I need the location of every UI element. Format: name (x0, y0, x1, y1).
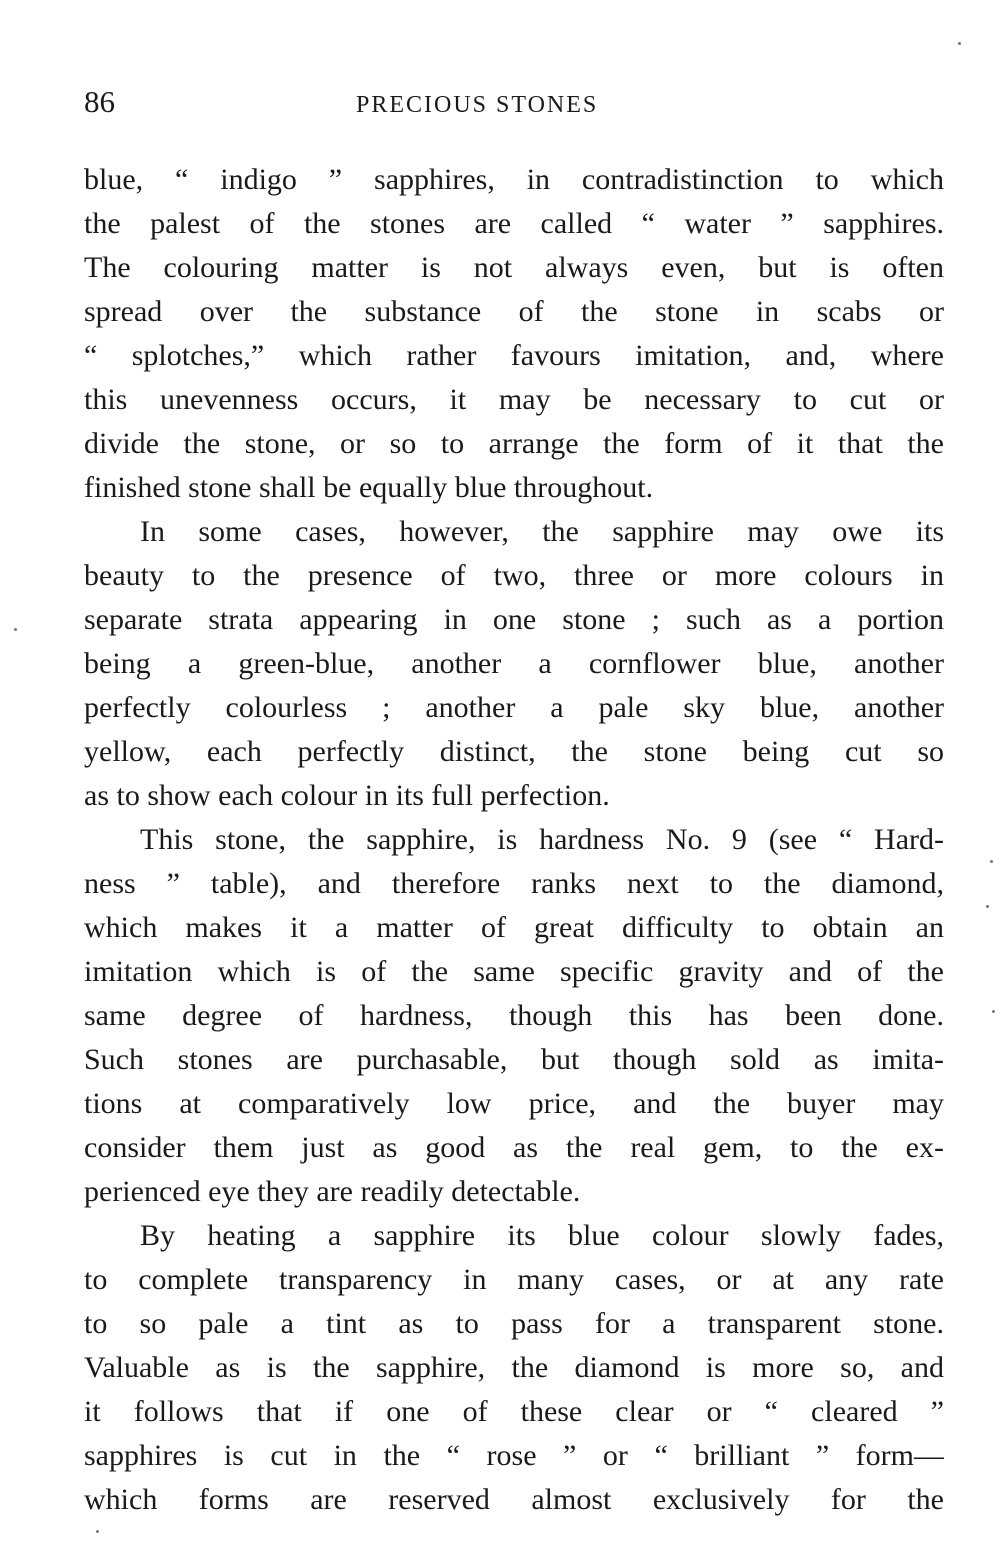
text-line: tions at comparatively low price, and the buyer may (84, 1087, 944, 1120)
text-line: In some cases, however, the sapphire may owe its (140, 515, 944, 548)
text-line: same degree of hardness, though this has been done. (84, 999, 944, 1032)
text-line: the palest of the stones are called “ water ” sapphires. (84, 207, 944, 240)
page-header (84, 84, 944, 124)
text-line: separate strata appearing in one stone ; such as a portion (84, 603, 944, 636)
text-line: By heating a sapphire its blue colour slowly fades, (140, 1219, 944, 1252)
text-line: consider them just as good as the real gem, to the ex- (84, 1131, 944, 1164)
text-line: sapphires is cut in the “ rose ” or “ brilliant ” form— (84, 1439, 944, 1472)
text-line: ness ” table), and therefore ranks next to the diamond, (84, 867, 944, 900)
text-line: which makes it a matter of great difficulty to obtain an (84, 911, 944, 944)
text-line: The colouring matter is not always even, but is often (84, 251, 944, 284)
scan-speck (990, 860, 993, 863)
text-line: to complete transparency in many cases, or at any rate (84, 1263, 944, 1296)
text-line: blue, “ indigo ” sapphires, in contradistinction to which (84, 163, 944, 196)
text-line: perienced eye they are readily detectable. (84, 1175, 581, 1208)
scan-speck (14, 628, 17, 631)
scan-speck (96, 1530, 99, 1533)
text-line: this unevenness occurs, it may be necessary to cut or (84, 383, 944, 416)
scan-speck (958, 42, 961, 45)
text-line: spread over the substance of the stone in scabs or (84, 295, 944, 328)
text-line: yellow, each perfectly distinct, the stone being cut so (84, 735, 944, 768)
text-line: as to show each colour in its full perfection. (84, 779, 610, 812)
text-line: “ splotches,” which rather favours imitation, and, where (84, 339, 944, 372)
text-line: Such stones are purchasable, but though sold as imita- (84, 1043, 944, 1076)
running-head: PRECIOUS STONES (356, 92, 599, 118)
text-line: Valuable as is the sapphire, the diamond is more so, and (84, 1351, 944, 1384)
text-line: finished stone shall be equally blue throughout. (84, 471, 654, 504)
text-line: This stone, the sapphire, is hardness No. 9 (see “ Hard- (140, 823, 944, 856)
text-line: to so pale a tint as to pass for a transparent stone. (84, 1307, 944, 1340)
text-line: it follows that if one of these clear or “ cleared ” (84, 1395, 944, 1428)
text-line: beauty to the presence of two, three or more colours in (84, 559, 944, 592)
scan-speck (992, 1010, 995, 1013)
text-line: perfectly colourless ; another a pale sky blue, another (84, 691, 944, 724)
text-line: which forms are reserved almost exclusively for the (84, 1483, 944, 1516)
page-number: 86 (84, 84, 115, 119)
text-line: imitation which is of the same specific gravity and of the (84, 955, 944, 988)
body-text (84, 158, 944, 1522)
scan-speck (986, 905, 989, 908)
text-line: divide the stone, or so to arrange the form of it that the (84, 427, 944, 460)
text-line: being a green-blue, another a cornflower blue, another (84, 647, 944, 680)
